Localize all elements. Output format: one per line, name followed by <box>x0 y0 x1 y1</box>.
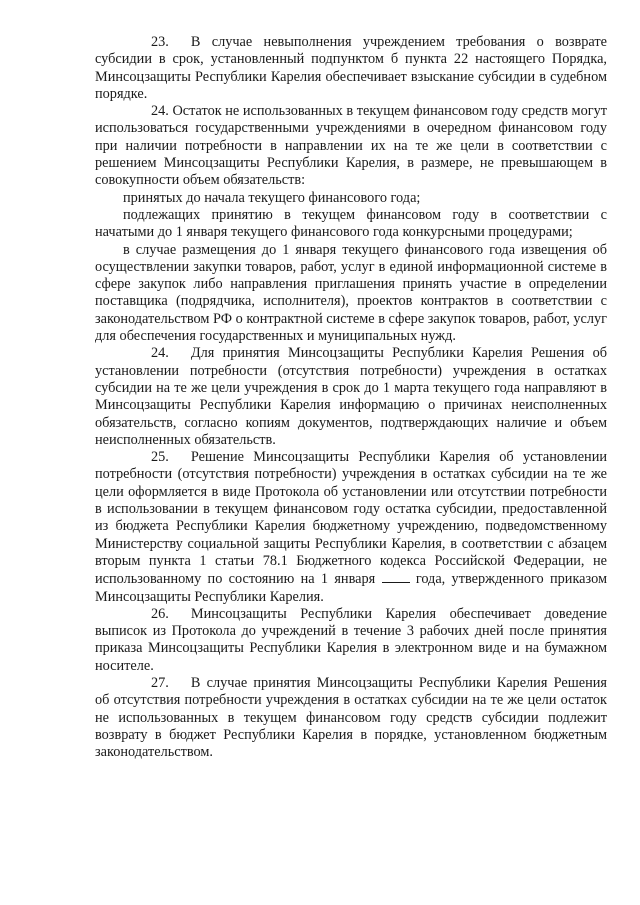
paragraph-25 <box>95 449 607 606</box>
paragraph-26 <box>95 606 607 675</box>
paragraph-number: 27. <box>151 674 169 691</box>
paragraph-text: Минсоцзащиты Республики Карелия обеспечивает доведение выписок из Протокола до учреждений в течение 3 рабочих дней после принятия приказа Минсоцзащиты Республики Карелия в электронном виде и на бумажном носителе. <box>95 605 607 674</box>
paragraph-number: 26. <box>151 605 169 622</box>
paragraph-number: 23. <box>151 34 169 50</box>
paragraph-text: В случае невыполнения учреждением требования о возврате субсидии в срок, установленный подпунктом б пункта 22 настоящего Порядка, Минсоцзащиты Республики Карелия обеспечивает взыскание субсидии в судебном порядке. <box>95 34 607 102</box>
paragraph-number: 24. <box>151 345 169 362</box>
paragraph-23 <box>95 34 607 103</box>
list-item-text: в случае размещения до 1 января текущего финансового года извещения об осуществлении закупки товаров, работ, услуг в единой информационной системе в сфере закупок либо направления приглашения принять участие в определении поставщика (подрядчика, исполнителя), проектов контрактов в соответствии с законодательством РФ о контрактной системе в сфере закупок товаров, работ, услуг для обеспечения государственных и муниципальных нужд. <box>95 241 607 345</box>
paragraph-number: 25. <box>151 449 169 466</box>
list-item-accepted-obligations <box>95 190 607 207</box>
paragraph-tail-text: года, утвержденного приказом Минсоцзащиты Республики Карелия. <box>95 571 608 605</box>
list-item-competitive-procedures <box>95 207 607 242</box>
list-item-text: подлежащих принятию в текущем финансовом году в соответствии с начатыми до 1 января текущего финансового года конкурсными процедурами; <box>95 206 607 241</box>
paragraph-text: В случае принятия Минсоцзащиты Республики Карелия Решения об отсутствия потребности учреждения в остатках субсидии на те же цели остаток не использованных в текущем финансовом году средств субсидии подлежит возврату в бюджет Республики Карелия в порядке, установленном бюджетным законодательством. <box>95 674 607 761</box>
paragraph-24-decision-info <box>95 345 607 449</box>
paragraph-number: 24. <box>151 103 169 120</box>
list-item-procurement-notice <box>95 242 607 346</box>
paragraph-text: Остаток не использованных в текущем финансовом году средств могут использоваться государственными учреждениями в очередном финансовом году при наличии потребности в направлении их на те же цели в соответствии с решением Минсоцзащиты Республики Карелия, в размере, не превышающем в совокупности объем обязательств: <box>95 103 607 189</box>
paragraph-24-remainder <box>95 103 607 189</box>
paragraph-text: Решение Минсоцзащиты Республики Карелия об установлении потребности (отсутствия потребности) учреждения в остатках субсидии на те же цели оформляется в виде Протокола об установлении или отсутствии потребности в использовании в текущем финансовом году остатка субсидии, предоставленной из бюджета Республики Карелия бюджетному учреждению, подведомственному Министерству социальной защиты Республики Карелия, в соответствии с абзацем вторым пункта 1 статьи 78.1 Бюджетного кодекса Российской Федерации, не использованному по состоянию на 1 января <box>95 449 607 588</box>
paragraph-27 <box>95 675 607 761</box>
list-item-text: принятых до начала текущего финансового года; <box>123 189 421 206</box>
year-blank-line <box>382 570 410 583</box>
document-body <box>95 34 607 761</box>
paragraph-text: Для принятия Минсоцзащиты Республики Карелия Решения об установлении потребности (отсутствия потребности) учреждения в остатках субсидии на те же цели учреждения в срок до 1 марта текущего года направляют в Минсоцзащиты Республики Карелия информацию о причинах неисполненных обязательств, согласно копиям документов, подтверждающих наличие и объем неисполненных обязательств. <box>95 345 607 448</box>
